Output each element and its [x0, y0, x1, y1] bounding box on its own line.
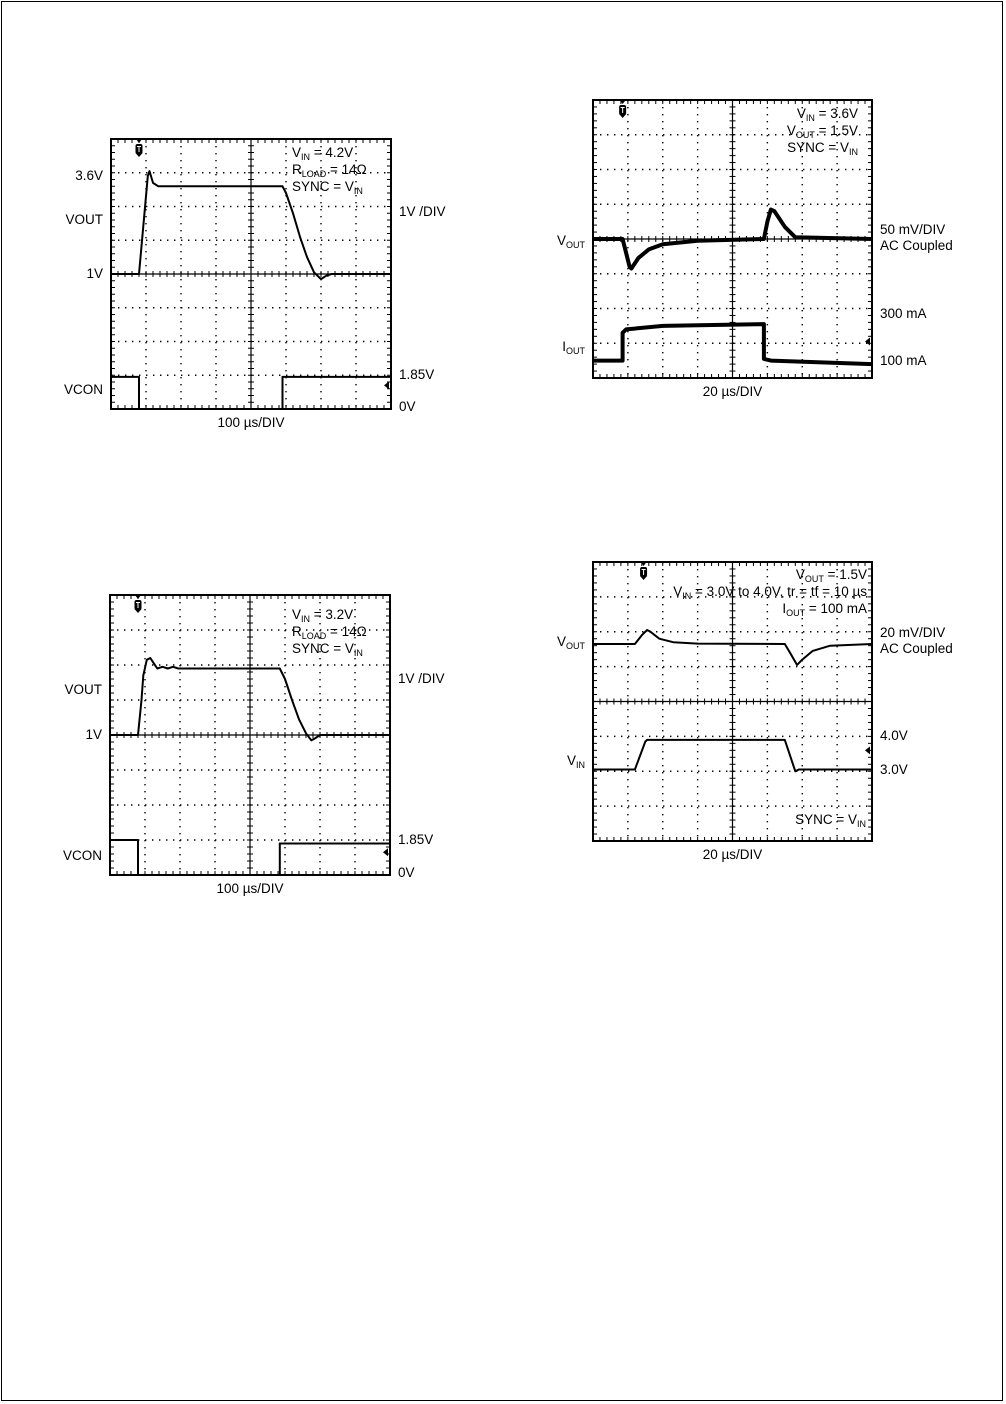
sync-condition: [795, 811, 866, 828]
condition-subscript: IN: [849, 147, 858, 157]
condition-subscript: IN: [301, 614, 311, 624]
label-text: V: [556, 232, 566, 248]
condition-subscript: OUT: [786, 608, 806, 618]
label-text: 1V /DIV: [399, 203, 446, 219]
condition-subscript: OUT: [804, 574, 824, 584]
condition-main: V: [796, 106, 806, 121]
label-text: AC Coupled: [880, 641, 953, 657]
label-text: V: [556, 634, 566, 650]
label-text: V: [566, 752, 576, 768]
label-subscript: OUT: [566, 641, 585, 652]
label-text: VOUT: [64, 681, 102, 697]
condition-subscript: IN: [353, 648, 363, 658]
condition-value: = 3.0V to 4.0V, tr = tf = 10 µs: [691, 584, 867, 599]
condition-main: SYNC = V: [292, 641, 354, 656]
label-text: 1V: [86, 266, 103, 281]
test-conditions: [673, 566, 867, 617]
label-text: VCON: [63, 382, 103, 398]
condition-main: V: [786, 123, 796, 138]
label-text: 1V /DIV: [398, 671, 445, 686]
condition-main: V: [795, 567, 805, 582]
condition-main: SYNC = V: [795, 812, 857, 827]
left-axis-label: [556, 634, 585, 652]
label-text: 0V: [399, 399, 416, 415]
condition-subscript: IN: [805, 113, 815, 123]
right-axis-label: [880, 625, 945, 640]
label-subscript: OUT: [566, 239, 585, 250]
condition-value: = 1.5V: [823, 567, 867, 582]
right-axis-label: [880, 762, 908, 777]
label-subscript: IN: [576, 759, 585, 770]
condition-value: = 1.5V: [814, 123, 858, 138]
label-text: I: [562, 338, 566, 354]
condition-subscript: IN: [682, 591, 692, 601]
time-base-label: 20 µs/DIV: [702, 384, 763, 399]
label-text: 300 mA: [880, 305, 927, 321]
label-text: VOUT: [65, 212, 103, 227]
time-base-label: 20 µs/DIV: [702, 847, 763, 862]
label-text: 1.85V: [398, 832, 434, 847]
right-axis-label: [880, 728, 908, 743]
condition-main: SYNC = V: [787, 140, 849, 155]
condition-value: = 14Ω: [326, 624, 367, 639]
time-base-label: 100 µs/DIV: [216, 881, 284, 896]
condition-subscript: IN: [301, 152, 311, 162]
condition-main: R: [292, 624, 302, 639]
condition-subscript: LOAD: [301, 169, 327, 179]
condition-value: = 3.2V: [310, 607, 354, 622]
label-text: 20 mV/DIV: [880, 625, 946, 641]
condition-value: = 3.6V: [814, 106, 858, 121]
label-text: 1.85V: [399, 367, 435, 383]
condition-subscript: IN: [857, 819, 866, 829]
label-text: 4.0V: [880, 728, 908, 744]
label-text: 100 mA: [880, 352, 927, 368]
condition-value: = 100 mA: [805, 601, 867, 616]
label-text: 0V: [398, 865, 415, 881]
right-axis-label: [880, 641, 953, 656]
time-base-label: 100 µs/DIV: [217, 415, 285, 430]
label-text: 1V: [85, 727, 102, 742]
left-axis-label: [567, 753, 585, 768]
label-text: AC Coupled: [880, 237, 953, 253]
condition-line: [673, 566, 867, 583]
trigger-marker-icon: [640, 562, 647, 580]
condition-main: R: [292, 162, 302, 177]
condition-subscript: OUT: [795, 130, 815, 140]
ref-level-arrow-icon: [865, 746, 870, 754]
condition-main: V: [292, 145, 302, 160]
condition-value: = 4.2V: [310, 145, 354, 160]
condition-main: SYNC = V: [292, 179, 354, 194]
label-text: 3.0V: [880, 761, 908, 777]
label-text: 3.6V: [75, 168, 103, 184]
condition-main: V: [673, 584, 683, 599]
condition-value: = 14Ω: [326, 162, 367, 177]
label-text: VCON: [62, 847, 102, 863]
label-text: 50 mV/DIV: [880, 222, 946, 238]
condition-subscript: LOAD: [301, 631, 327, 641]
condition-main: V: [292, 607, 302, 622]
label-subscript: OUT: [566, 345, 585, 356]
condition-main: I: [782, 601, 787, 616]
condition-line: [673, 583, 867, 600]
condition-subscript: IN: [353, 186, 363, 196]
condition-line: [673, 600, 867, 617]
